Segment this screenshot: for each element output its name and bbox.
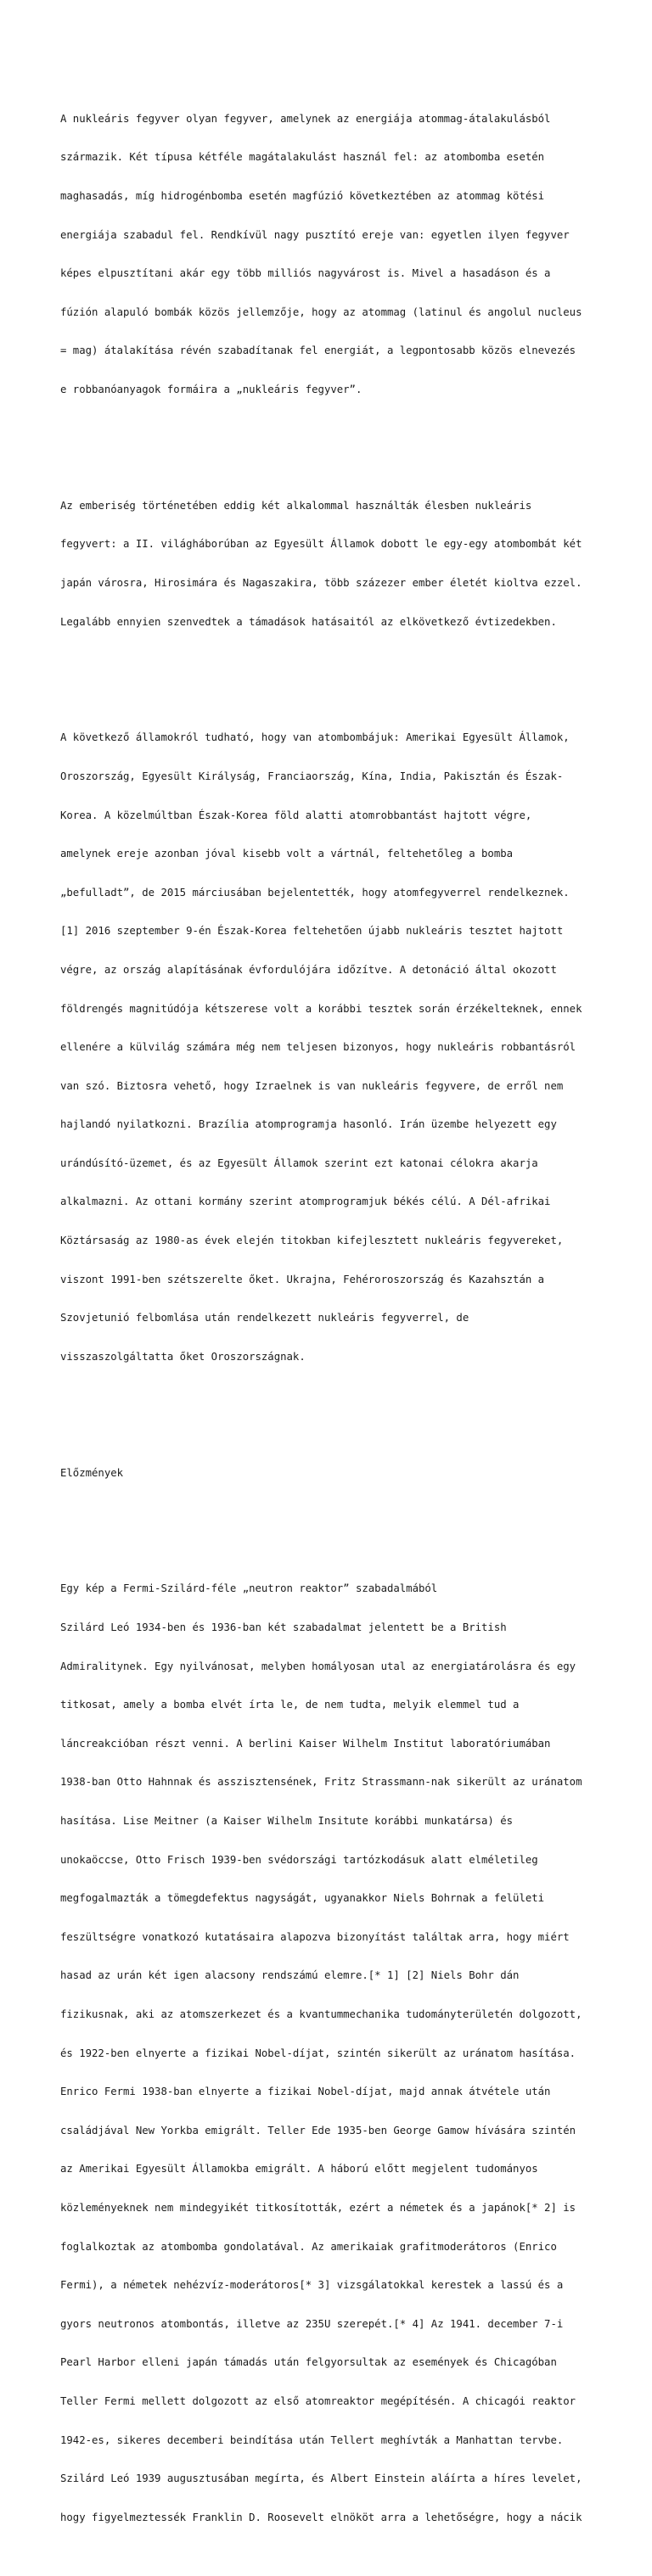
- paragraph-intro: [60, 87, 604, 422]
- text-line: 1942-es, sikeres decemberi beindítása után Tellert meghívták a Manhattan tervbe.: [60, 2433, 564, 2446]
- text-line: e robbanóanyagok formáira a „nukleáris fegyver”.: [60, 383, 363, 395]
- text-line: hasítása. Lise Meitner (a Kaiser Wilhelm Insitute korábbi munkatársa) és: [60, 1815, 514, 1827]
- text-line: 1938-ban Otto Hahnnak és asszisztensének, Fritz Strassmann-nak sikerült az uránatom: [60, 1776, 582, 1789]
- text-line: energiája szabadul fel. Rendkívül nagy pusztító ereje van: egyetlen ilyen fegyver: [60, 228, 570, 241]
- text-line: japán városra, Hirosimára és Nagaszakira, több százezer ember életét kioltva ezzel.: [60, 576, 582, 589]
- text-line: A nukleáris fegyver olyan fegyver, amelynek az energiája atommag-átalakulásból: [60, 112, 551, 125]
- text-line: Fermi), a németek nehézvíz-moderátoros[* 3] vizsgálatokkal kerestek a lassú és a: [60, 2279, 564, 2292]
- text-line: Egy kép a Fermi-Szilárd-féle „neutron reaktor” szabadalmából: [60, 1582, 438, 1595]
- text-line: alkalmazni. Az ottani kormány szerint atomprogramjuk békés célú. A Dél-afrikai: [60, 1196, 551, 1208]
- text-line: Korea. A közelmúltban Észak-Korea föld alatti atomrobbantást hajtott végre,: [60, 809, 532, 821]
- text-line: Szovjetunió felbomlása után rendelkezett nukleáris fegyverrel, de: [60, 1312, 469, 1324]
- text-line: családjával New Yorkba emigrált. Teller Ede 1935-ben George Gamow hívására szintén: [60, 2124, 576, 2136]
- section-heading-text: Előzmények: [60, 1466, 124, 1479]
- text-line: unokaöccse, Otto Frisch 1939-ben svédországi tartózkodásuk alatt elméletileg: [60, 1853, 538, 1866]
- text-line: Enrico Fermi 1938-ban elnyerte a fizikai Nobel-díjat, majd annak átvétele után: [60, 2086, 551, 2098]
- text-line: hajlandó nyilatkozni. Brazília atomprogramja hasonló. Irán üzembe helyezett egy: [60, 1118, 557, 1131]
- paragraph-nuclear-states: [60, 706, 604, 1390]
- text-line: földrengés magnitúdója kétszerese volt a korábbi tesztek során érzékelteknek, ennek: [60, 1002, 582, 1015]
- text-line: Pearl Harbor elleni japán támadás után felgyorsultak az események és Chicagóban: [60, 2356, 557, 2369]
- text-line: fegyvert: a II. világháborúban az Egyesült Államok dobott le egy-egy atombombát két: [60, 538, 582, 551]
- text-line: megfogalmazták a tömegdefektus nagyságát, ugyanakkor Niels Bohrnak a felületi: [60, 1892, 545, 1905]
- text-line: [1] 2016 szeptember 9-én Észak-Korea feltehetően újabb nukleáris tesztet hajtott: [60, 925, 564, 938]
- text-line: hasad az urán két igen alacsony rendszámú elemre.[* 1] [2] Niels Bohr dán: [60, 1969, 520, 1982]
- text-line: képes elpusztítani akár egy több milliós nagyvárost is. Mivel a hasadáson és a: [60, 267, 551, 280]
- text-line: A következő államokról tudható, hogy van atombombájuk: Amerikai Egyesült Államok,: [60, 731, 570, 744]
- text-line: Oroszország, Egyesült Királyság, Franciaország, Kína, India, Pakisztán és Észak-: [60, 770, 564, 782]
- paragraph-usage-history: [60, 473, 604, 654]
- text-line: gyors neutronos atombontás, illetve az 235U szerepét.[* 4] Az 1941. december 7-i: [60, 2317, 564, 2330]
- paragraph-background: [60, 1557, 604, 2550]
- text-line: „befulladt”, de 2015 márciusában bejelentették, hogy atomfegyverrel rendelkeznek.: [60, 886, 570, 899]
- text-line: titkosat, amely a bomba elvét írta le, de nem tudta, melyik elemmel tud a: [60, 1699, 520, 1711]
- text-line: közleményeknek nem mindegyikét titkosították, ezért a németek és a japánok[* 2] is: [60, 2201, 576, 2214]
- text-line: urándúsító-üzemet, és az Egyesült Államok szerint ezt katonai célokra akarja: [60, 1156, 538, 1169]
- text-line: Teller Fermi mellett dolgozott az első atomreaktor megépítésén. A chicagói reaktor: [60, 2394, 576, 2407]
- text-line: fúzión alapuló bombák közös jellemzője, hogy az atommag (latinul és angolul nucleus: [60, 305, 582, 318]
- text-line: Admiralitynek. Egy nyilvánosat, melyben homályosan utal az energiatárolásra és egy: [60, 1660, 576, 1672]
- text-line: és 1922-ben elnyerte a fizikai Nobel-díjat, szintén sikerült az uránatom hasítása.: [60, 2047, 576, 2059]
- section-heading: [60, 1441, 604, 1505]
- text-line: fizikusnak, aki az atomszerkezet és a kvantummechanika tudományterületén dolgozott,: [60, 2008, 582, 2020]
- text-line: hogy figyelmeztessék Franklin D. Roosevelt elnököt arra a lehetőségre, hogy a nácik: [60, 2511, 582, 2523]
- text-line: visszaszolgáltatta őket Oroszországnak.: [60, 1350, 306, 1363]
- text-line: = mag) átalakítása révén szabadítanak fel energiát, a legpontosabb közös elnevezés: [60, 344, 576, 357]
- text-line: Legalább ennyien szenvedtek a támadások hatásaitól az elkövetkező évtizedekben.: [60, 615, 557, 628]
- text-line: feszültségre vonatkozó kutatásaira alapozva bizonyítást találtak arra, hogy miért: [60, 1930, 570, 1943]
- text-line: Szilárd Leó 1939 augusztusában megírta, és Albert Einstein aláírta a híres levelet,: [60, 2472, 582, 2485]
- text-line: Az emberiség történetében eddig két alkalommal használták élesben nukleáris: [60, 499, 532, 512]
- text-line: amelynek ereje azonban jóval kisebb volt a vártnál, feltehetőleg a bomba: [60, 848, 514, 860]
- text-line: maghasadás, míg hidrogénbomba esetén magfúzió következtében az atommag kötési: [60, 190, 545, 202]
- text-line: viszont 1991-ben szétszerelte őket. Ukrajna, Fehéroroszország és Kazahsztán a: [60, 1273, 545, 1285]
- document-page: [60, 61, 604, 2576]
- text-line: az Amerikai Egyesült Államokba emigrált. A háború előtt megjelent tudományos: [60, 2163, 538, 2176]
- text-line: van szó. Biztosra vehető, hogy Izraelnek is van nukleáris fegyvere, de erről nem: [60, 1079, 564, 1092]
- text-line: Szilárd Leó 1934-ben és 1936-ban két szabadalmat jelentett be a British: [60, 1621, 507, 1634]
- text-line: láncreakcióban részt venni. A berlini Kaiser Wilhelm Institut laboratóriumában: [60, 1737, 551, 1750]
- text-line: Köztársaság az 1980-as évek elején titokban kifejlesztett nukleáris fegyvereket,: [60, 1235, 564, 1247]
- text-line: származik. Két típusa kétféle magátalakulást használ fel: az atombomba esetén: [60, 151, 545, 164]
- text-line: foglalkoztak az atombomba gondolatával. Az amerikaiak grafitmoderátoros (Enrico: [60, 2240, 557, 2253]
- text-line: ellenére a külvilág számára még nem teljesen bizonyos, hogy nukleáris robbantásról: [60, 1041, 576, 1054]
- text-line: végre, az ország alapításának évfordulójára időzítve. A detonáció által okozott: [60, 963, 557, 976]
